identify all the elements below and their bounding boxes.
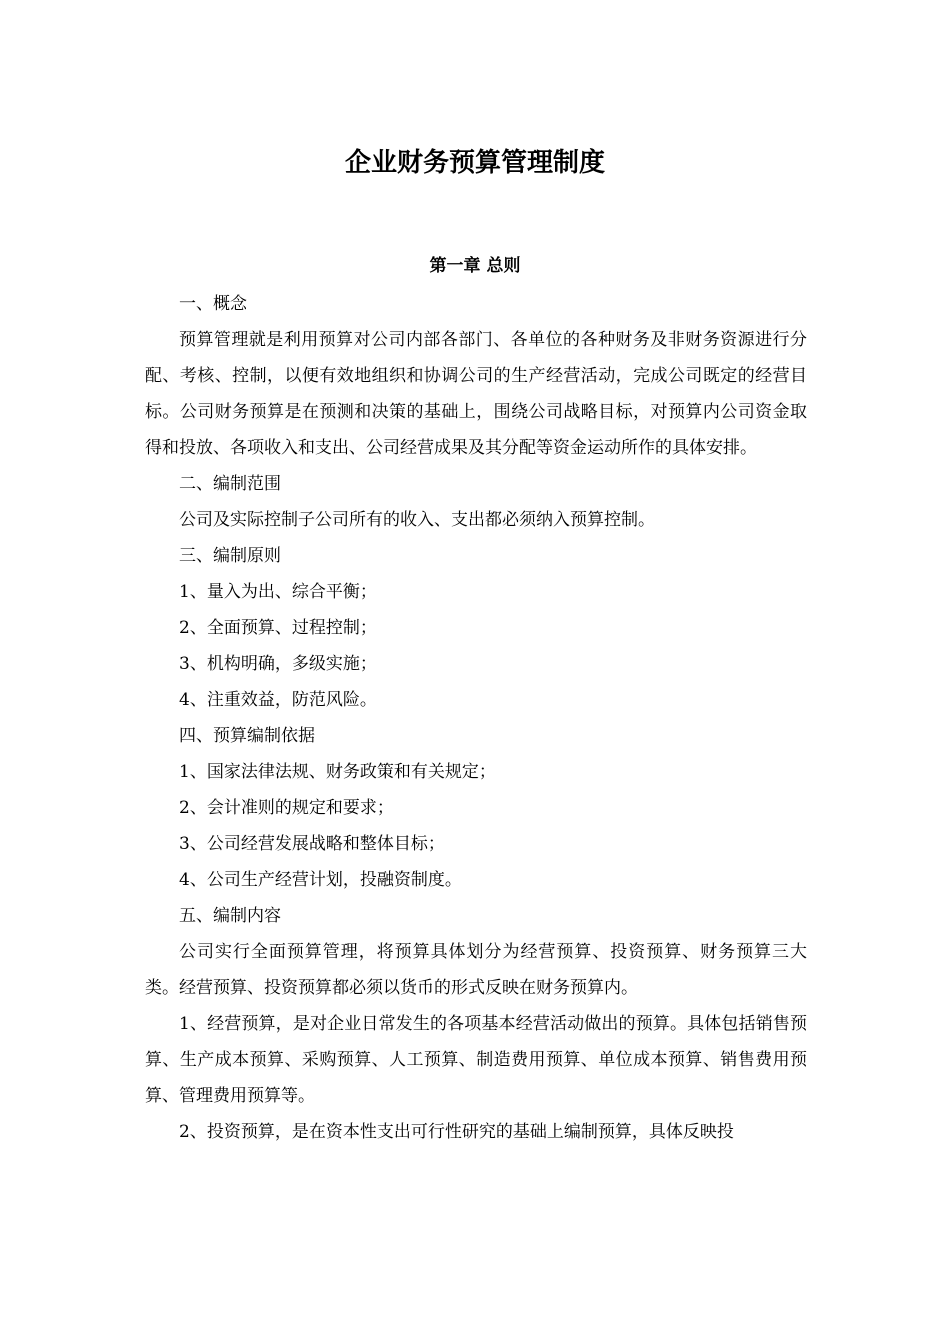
list-item: 1、量入为出、综合平衡；	[179, 582, 377, 602]
chapter-title: 第一章 总则	[429, 256, 521, 276]
list-item: 3、公司经营发展战略和整体目标；	[179, 834, 445, 854]
list-item: 3、机构明确，多级实施；	[179, 654, 377, 674]
list-item: 4、注重效益，防范风险。	[179, 690, 377, 710]
paragraph: 公司实行全面预算管理，将预算具体划分为经营预算、投资预算、财务预算三大类。经营预算、投资预算都必须以货币的形式反映在财务预算内。	[145, 942, 807, 998]
list-item: 4、公司生产经营计划，投融资制度。	[179, 870, 462, 890]
paragraph: 预算管理就是利用预算对公司内部各部门、各单位的各种财务及非财务资源进行分配、考核、控制，以便有效地组织和协调公司的生产经营活动，完成公司既定的经营目标。公司财务预算是在预测和决策的基础上，围绕公司战略目标，对预算内公司资金取得和投放、各项收入和支出、公司经营成果及其分配等资金运动所作的具体安排。	[145, 330, 807, 458]
section-heading: 一、概念	[179, 294, 247, 314]
document-body	[145, 286, 807, 1150]
list-item: 2、全面预算、过程控制；	[179, 618, 377, 638]
section-heading: 四、预算编制依据	[179, 726, 315, 746]
section-heading: 三、编制原则	[179, 546, 281, 566]
list-item: 1、经营预算，是对企业日常发生的各项基本经营活动做出的预算。具体包括销售预算、生产成本预算、采购预算、人工预算、制造费用预算、单位成本预算、销售费用预算、管理费用预算等。	[145, 1014, 807, 1106]
paragraph: 公司及实际控制子公司所有的收入、支出都必须纳入预算控制。	[179, 510, 655, 530]
list-item: 2、投资预算，是在资本性支出可行性研究的基础上编制预算，具体反映投	[179, 1122, 734, 1142]
section-heading: 五、编制内容	[179, 906, 281, 926]
section-heading: 二、编制范围	[179, 474, 281, 494]
list-item: 2、会计准则的规定和要求；	[179, 798, 394, 818]
list-item: 1、国家法律法规、财务政策和有关规定；	[179, 762, 496, 782]
document-title: 企业财务预算管理制度	[344, 148, 605, 178]
